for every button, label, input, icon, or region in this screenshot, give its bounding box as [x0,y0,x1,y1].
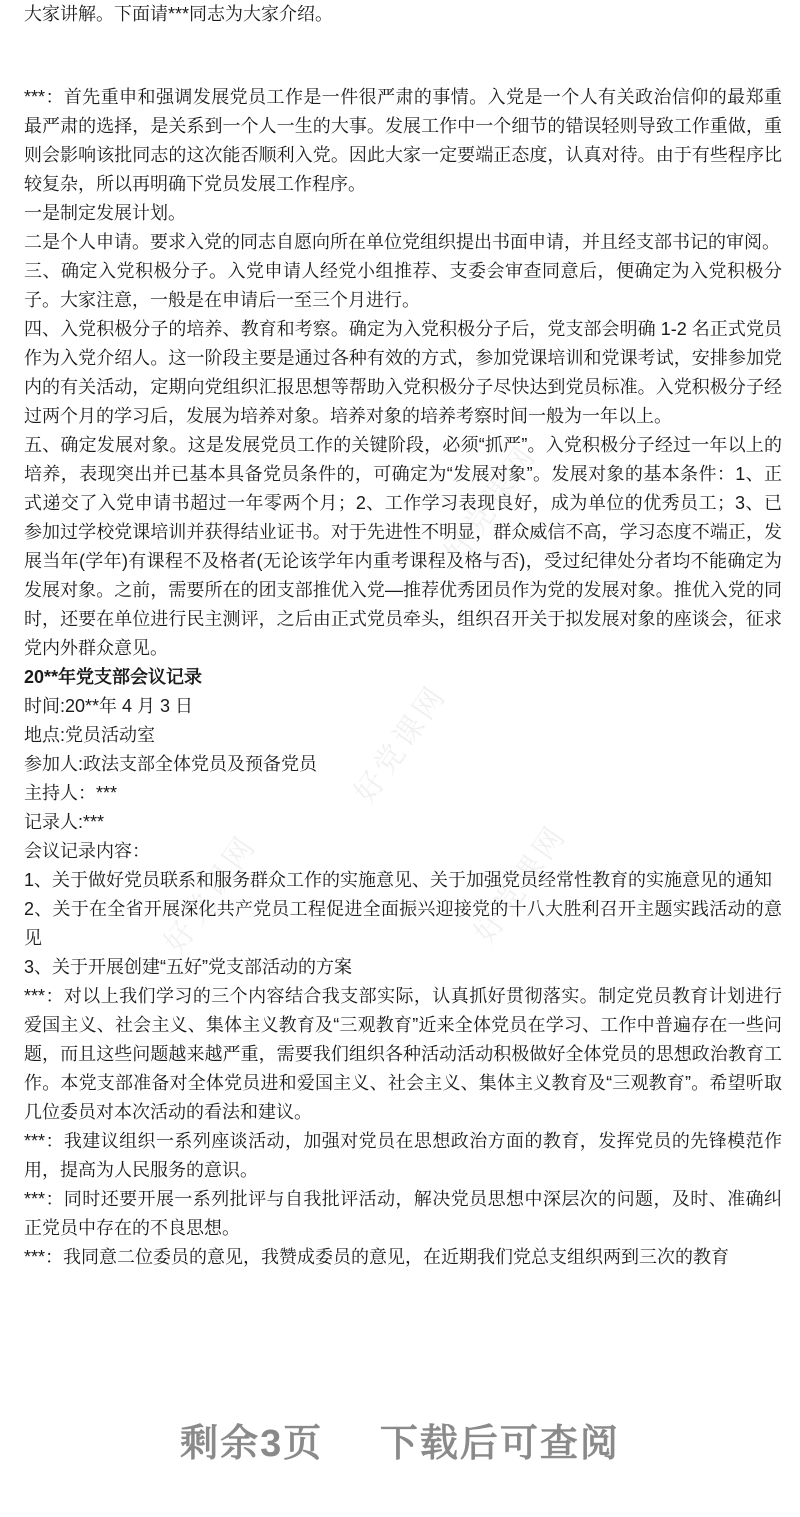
watermark: 好党课网 [468,818,574,950]
agenda-item: 3、关于开展创建“五好”党支部活动的方案 [24,957,352,977]
watermark: 好党课网 [348,678,454,810]
meeting-host: 主持人：*** [24,783,118,803]
meeting-time: 时间:20**年 4 月 3 日 [24,696,194,716]
watermark: 好党课网 [158,828,264,960]
meeting-title: 20**年党支部会议记录 [24,667,203,687]
discussion-paragraph: ***：我建议组织一系列座谈活动，加强对党员在思想政治方面的教育，发挥党员的先锋模范作用，提高为人民服务的意识。 [24,1131,782,1180]
paragraph: 五、确定发展对象。这是发展党员工作的关键阶段，必须“抓严”。入党积极分子经过一年以上的培养，表现突出并已基本具备党员条件的，可确定为“发展对象”。发展对象的基本条件：1、正式递交了入党申请书超过一年零两个月；2、工作学习表现良好，成为单位的优秀员工；3、已参加过学校党课培训并获得结业证书。对于先进性不明显，群众威信不高，学习态度不端正，发展当年(学年)有课程不及格者(无论该学年内重考课程及格与否)，受过纪律处分者均不能确定为发展对象。之前，需要所在的团支部推优入党—推荐优秀团员作为党的发展对象。推优入党的同时，还要在单位进行民主测评，之后由正式党员牵头，组织召开关于拟发展对象的座谈会，征求党内外群众意见。 [24,435,782,658]
discussion-paragraph: ***：同时还要开展一系列批评与自我批评活动，解决党员思想中深层次的问题，及时、准确纠正党员中存在的不良思想。 [24,1189,782,1238]
agenda-item: 2、关于在全省开展深化共产党员工程促进全面振兴迎接党的十八大胜利召开主题实践活动的意见 [24,899,782,948]
meeting-recorder: 记录人:*** [24,812,105,832]
paragraph: 一是制定发展计划。 [24,203,186,223]
document-body [24,0,782,1272]
watermark: 好党课网 [438,438,544,570]
paragraph: 三、确定入党积极分子。入党申请人经党小组推荐、支委会审查同意后，便确定为入党积极分子。大家注意，一般是在申请后一至三个月进行。 [24,261,782,310]
meeting-place: 地点:党员活动室 [24,725,156,745]
paragraph: 四、入党积极分子的培养、教育和考察。确定为入党积极分子后，党支部会明确 1-2 名正式党员作为入党介绍人。这一阶段主要是通过各种有效的方式，参加党课培训和党课考试，安排参加党内的有关活动，定期向党组织汇报思想等帮助入党积极分子尽快达到党员标准。入党积极分子经过两个月的学习后，发展为培养对象。培养对象的培养考察时间一般为一年以上。 [24,319,782,426]
download-prompt[interactable] [0,1412,800,1467]
meeting-content-label: 会议记录内容： [24,841,150,861]
paragraph: 二是个人申请。要求入党的同志自愿向所在单位党组织提出书面申请，并且经支部书记的审阅。 [24,232,780,252]
agenda-item: 1、关于做好党员联系和服务群众工作的实施意见、关于加强党员经常性教育的实施意见的通知 [24,870,773,890]
intro-line: 大家讲解。下面请***同志为大家介绍。 [24,4,334,24]
meeting-attendees: 参加人:政法支部全体党员及预备党员 [24,754,317,774]
discussion-paragraph: ***：对以上我们学习的三个内容结合我支部实际，认真抓好贯彻落实。制定党员教育计划进行爱国主义、社会主义、集体主义教育及“三观教育”近来全体党员在学习、工作中普遍存在一些问题，而且这些问题越来越严重，需要我们组织各种活动活动积极做好全体党员的思想政治教育工作。本党支部准备对全体党员进和爱国主义、社会主义、集体主义教育及“三观教育”。希望听取几位委员对本次活动的看法和建议。 [24,986,782,1122]
remaining-pages-label: 剩余3页 [180,1423,324,1465]
discussion-paragraph: ***：我同意二位委员的意见，我赞成委员的意见，在近期我们党总支组织两到三次的教育 [24,1247,730,1267]
download-to-view-label[interactable]: 下载后可查阅 [379,1423,620,1465]
paragraph: ***：首先重申和强调发展党员工作是一件很严肃的事情。入党是一个人有关政治信仰的最郑重最严肃的选择，是关系到一个人一生的大事。发展工作中一个细节的错误轻则导致工作重做，重则会影响该批同志的这次能否顺利入党。因此大家一定要端正态度，认真对待。由于有些程序比较复杂，所以再明确下党员发展工作程序。 [24,87,782,194]
